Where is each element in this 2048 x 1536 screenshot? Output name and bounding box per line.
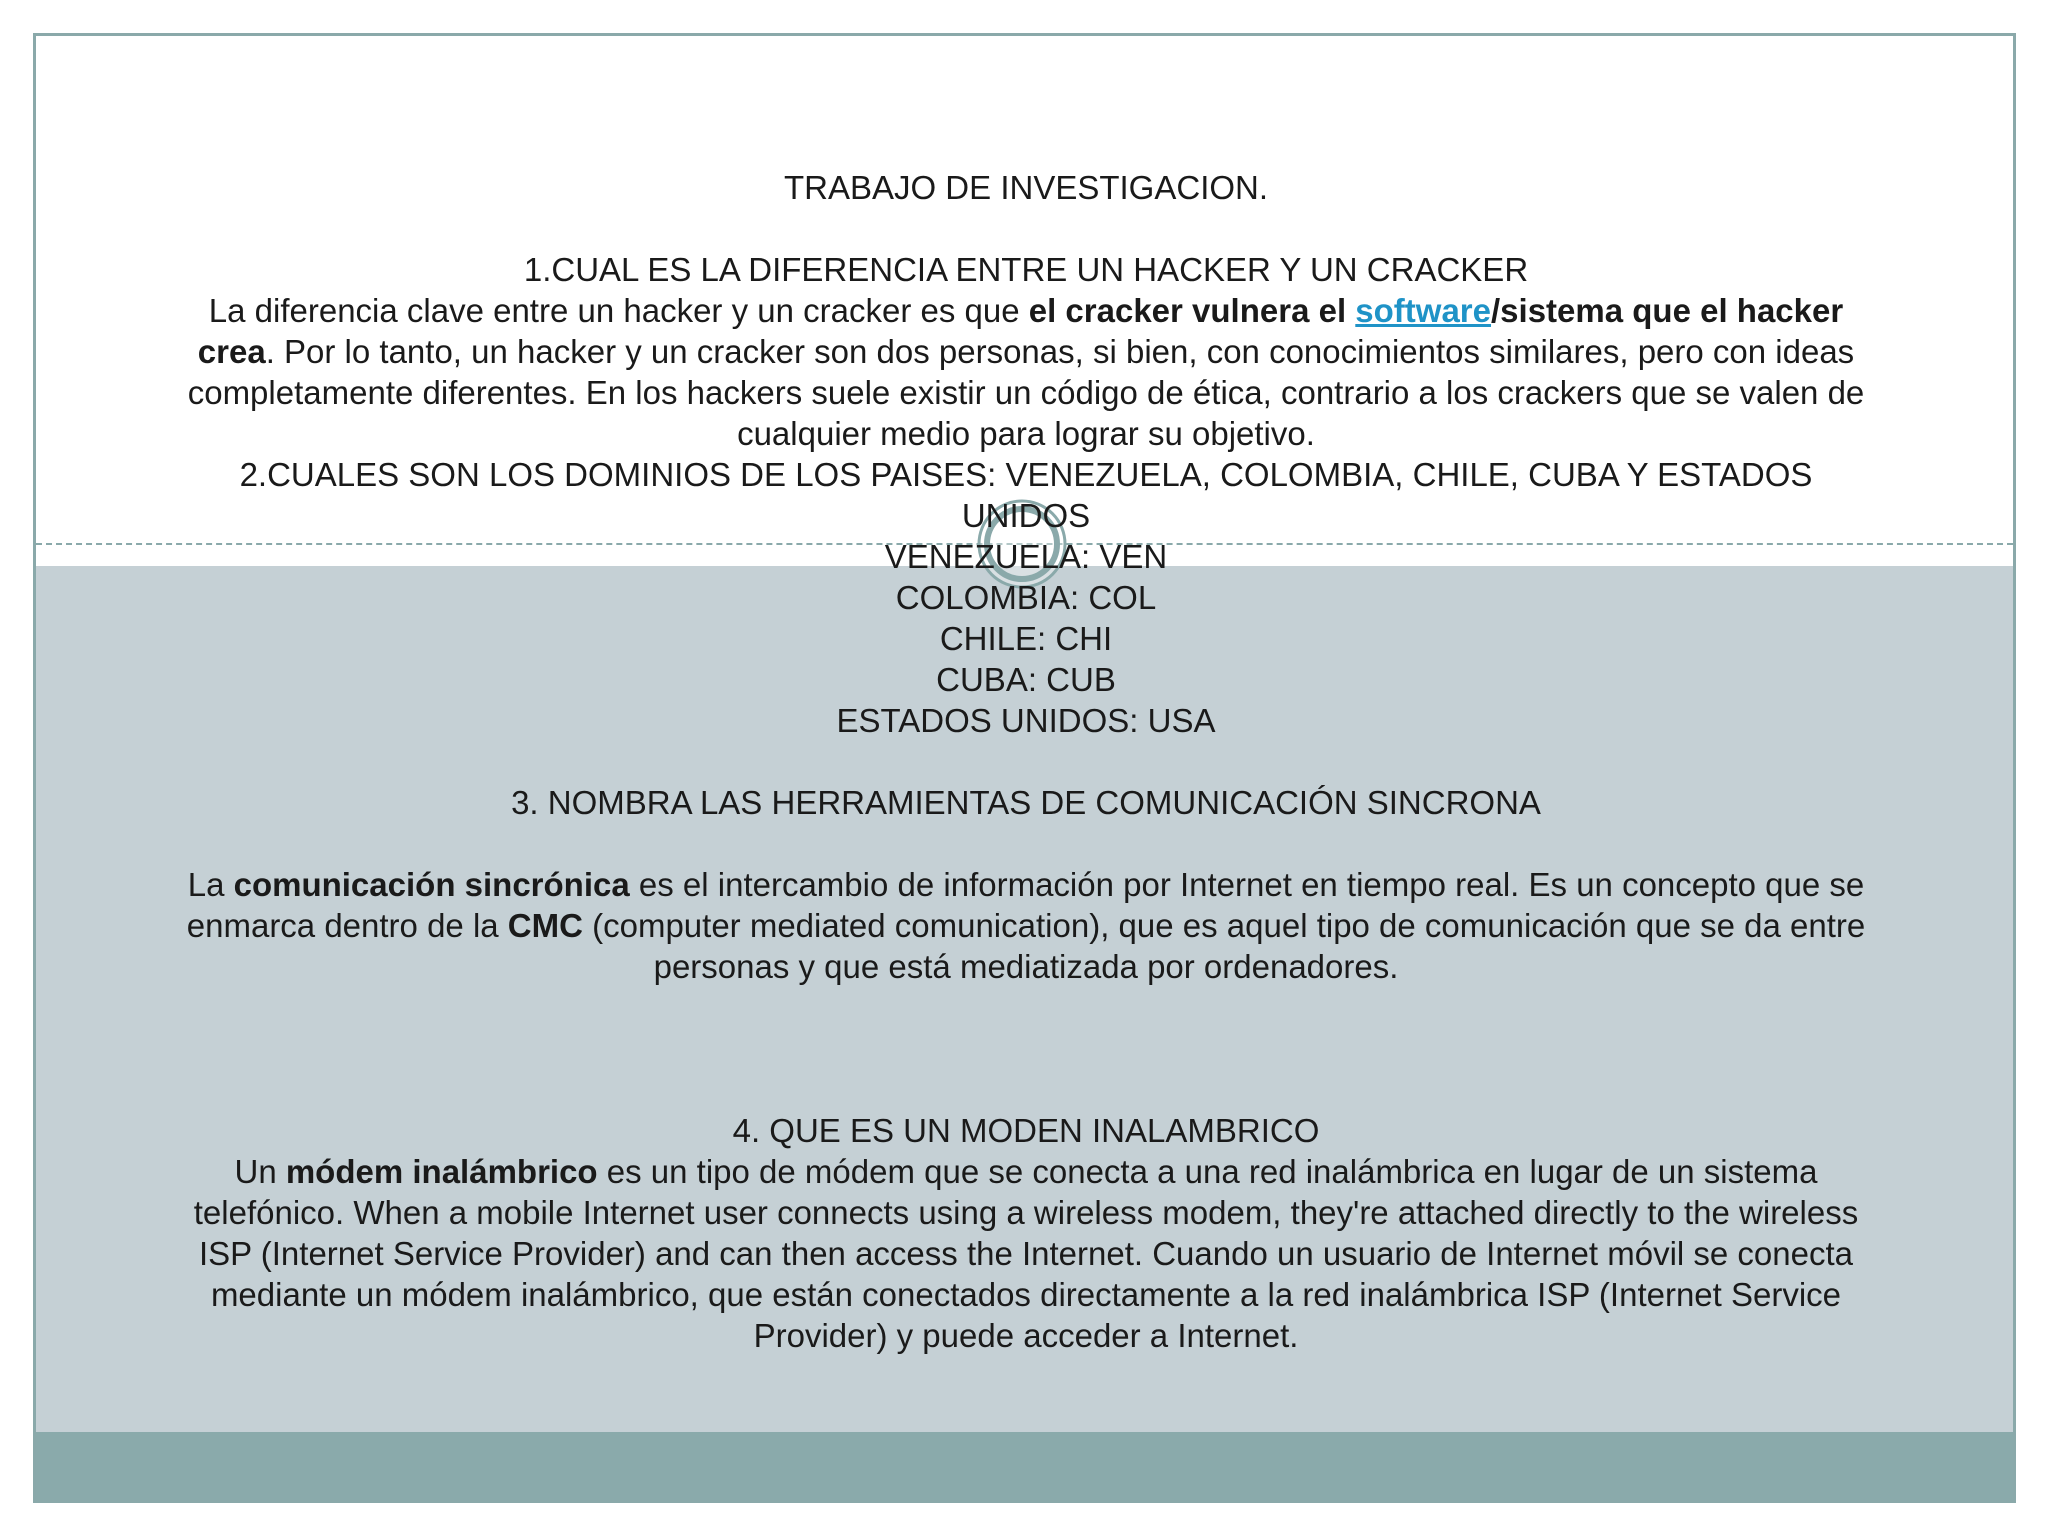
q3-c: (computer mediated comunication), que es aquel tipo de comunicación que se da entre personas y que está mediatizada por ordenadores. <box>582 907 1866 985</box>
q1-intro: La diferencia clave entre un hacker y un cracker es que <box>208 292 1029 329</box>
q3-bold-2: CMC <box>507 907 583 944</box>
software-link[interactable]: software <box>1355 292 1492 329</box>
q3-paragraph <box>176 864 1876 987</box>
footer-bar <box>36 1432 2013 1500</box>
slide-frame <box>33 33 2016 1503</box>
q1-paragraph <box>176 290 1876 454</box>
q4-b: es un tipo de módem que se conecta a una red inalámbrica en lugar de un sistema telefónico. When a mobile Internet user connects using a wireless modem, they're attached directly to the wireless ISP (Internet Service Provider) and can then access the Internet. Cuando un usuario de Internet móvil se conecta mediante un módem inalámbrico, que están conectados directamente a la red inalámbrica ISP (Internet Service Provider) y puede acceder a Internet. <box>193 1153 1859 1354</box>
q3-heading: 3. NOMBRA LAS HERRAMIENTAS DE COMUNICACIÓN SINCRONA <box>511 784 1541 821</box>
q3-b: es el intercambio de información por Internet en tiempo real. Es un concepto que se enmarca dentro de la <box>186 866 1865 944</box>
q1-rest: . Por lo tanto, un hacker y un cracker son dos personas, si bien, con conocimientos similares, pero con ideas completamente diferentes. En los hackers suele existir un código de ética, contrario a los crackers que se valen de cualquier medio para lograr su objetivo. <box>187 333 1865 452</box>
domain-usa: ESTADOS UNIDOS: USA <box>836 702 1216 739</box>
q2-heading: 2.CUALES SON LOS DOMINIOS DE LOS PAISES: VENEZUELA, COLOMBIA, CHILE, CUBA Y ESTADOS UNIDOS <box>239 456 1813 534</box>
q4-paragraph <box>176 1151 1876 1356</box>
q3-bold-1: comunicación sincrónica <box>233 866 630 903</box>
q3-a: La <box>187 866 234 903</box>
q1-heading: 1.CUAL ES LA DIFERENCIA ENTRE UN HACKER Y UN CRACKER <box>523 251 1529 288</box>
q4-bold: módem inalámbrico <box>285 1153 598 1190</box>
domain-colombia: COLOMBIA: COL <box>895 579 1157 616</box>
q1-bold-1: el cracker vulnera el <box>1028 292 1356 329</box>
q1-bold-2: /sistema que el hacker crea <box>197 292 1844 370</box>
slide-body <box>176 167 1876 1356</box>
q4-heading: 4. QUE ES UN MODEN INALAMBRICO <box>732 1112 1320 1149</box>
page-title: TRABAJO DE INVESTIGACION. <box>783 169 1269 206</box>
domain-chile: CHILE: CHI <box>939 620 1113 657</box>
domain-cuba: CUBA: CUB <box>936 661 1116 698</box>
domain-venezuela: VENEZUELA: VEN <box>884 538 1168 575</box>
q4-a: Un <box>234 1153 286 1190</box>
